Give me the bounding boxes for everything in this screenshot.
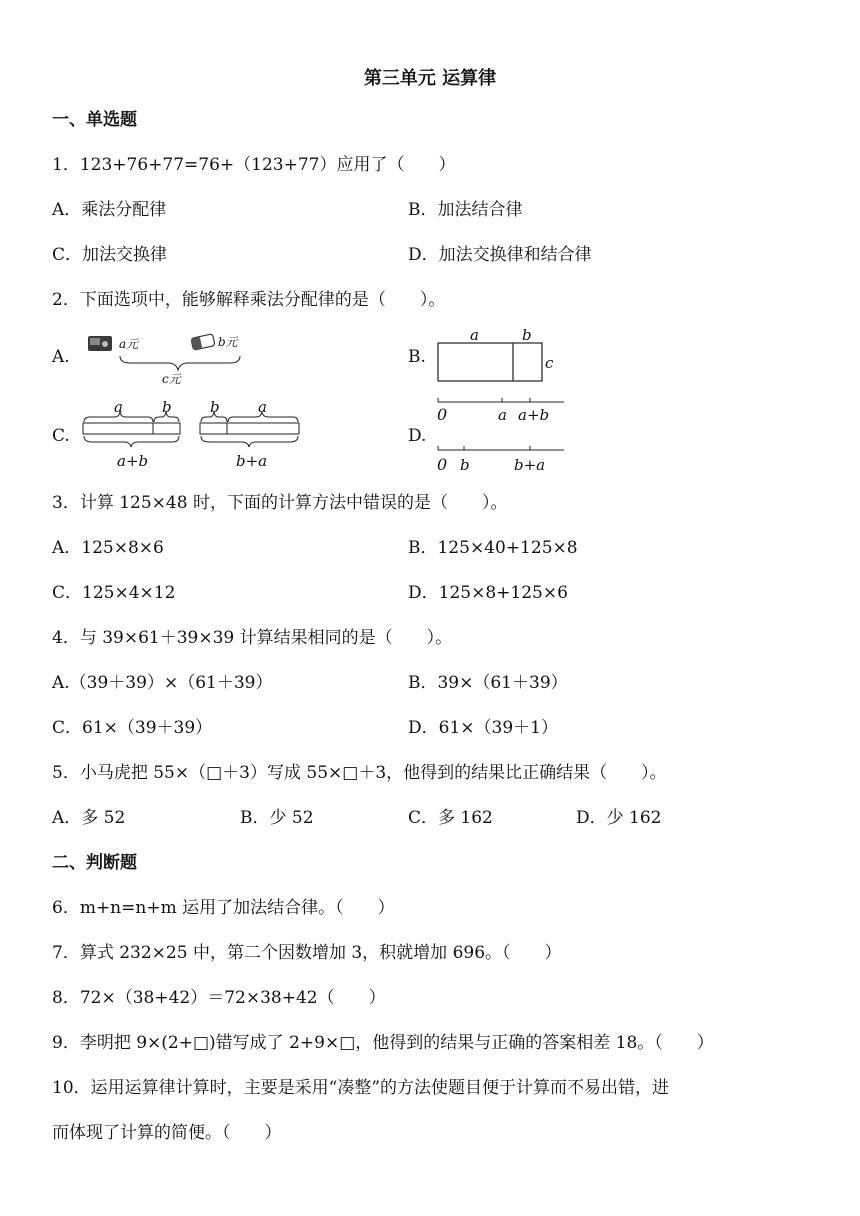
section-judge: 二、判断题 (52, 853, 137, 873)
question-6: 6．m+n=n+m 运用了加法结合律。（ ） (52, 898, 395, 918)
fig-b-label-a: a (470, 326, 479, 344)
section-single-choice: 一、单选题 (52, 110, 137, 130)
fig-c-label-sum1: a+b (117, 452, 149, 470)
question-9: 9．李明把 9×(2+□)错写成了 2+9×□，他得到的结果与正确的答案相差 18。（ ） (52, 1033, 714, 1053)
fig-d1-zero: 0 (437, 405, 448, 424)
question-4-option-a[interactable]: A.（39＋39）×（61＋39） (52, 673, 273, 693)
question-3-option-a[interactable]: A．125×8×6 (52, 538, 164, 558)
fig-d2-ba: b+a (514, 456, 546, 474)
figure-a-items-brace (80, 326, 255, 386)
question-2-option-d-label[interactable]: D. (408, 426, 427, 446)
fig-d1-a: a (498, 406, 507, 424)
question-1-option-a[interactable]: A．乘法分配律 (52, 200, 167, 220)
figure-c-bar-pairs (78, 398, 308, 472)
fig-d2-b: b (460, 456, 470, 474)
question-4-stem: 4．与 39×61＋39×39 计算结果相同的是（ ）。 (52, 628, 453, 648)
fig-d1-ab: a+b (518, 406, 550, 424)
fig-d2-zero: 0 (437, 455, 448, 474)
question-10-line-2: 而体现了计算的简便。（ ） (52, 1123, 282, 1143)
question-4-option-b[interactable]: B．39×（61＋39） (408, 673, 568, 693)
question-1-option-b[interactable]: B．加法结合律 (408, 200, 523, 220)
fig-a-left-price: a元 (119, 337, 139, 351)
fig-a-total-price: c元 (162, 372, 181, 386)
question-1-option-d[interactable]: D．加法交换律和结合律 (408, 245, 592, 265)
fig-a-right-price: b元 (218, 335, 238, 349)
question-4-option-d[interactable]: D．61×（39＋1） (408, 718, 558, 738)
question-5-option-c[interactable]: C．多 162 (408, 808, 493, 828)
fig-c-label-a1: a (114, 398, 123, 416)
question-2-option-a-label[interactable]: A. (52, 347, 70, 367)
question-2-option-b-label[interactable]: B. (408, 347, 426, 367)
fig-c-label-a2: a (258, 398, 267, 416)
question-1-option-c[interactable]: C．加法交换律 (52, 245, 168, 265)
fig-b-label-b: b (522, 326, 532, 344)
figure-d-number-lines (432, 392, 572, 476)
question-3-stem: 3．计算 125×48 时，下面的计算方法中错误的是（ ）。 (52, 493, 508, 513)
question-10-line-1: 10．运用运算律计算时，主要是采用“凑整”的方法使题目便于计算而不易出错，进 (52, 1078, 670, 1098)
fig-c-label-b1: b (162, 398, 172, 416)
pencil-sharpener-icon (88, 336, 112, 351)
fig-c-label-sum2: b+a (236, 452, 268, 470)
fig-b-label-c: c (545, 354, 554, 372)
question-3-option-b[interactable]: B．125×40+125×8 (408, 538, 578, 558)
question-2-stem: 2．下面选项中，能够解释乘法分配律的是（ ）。 (52, 290, 446, 310)
question-2-option-c-label[interactable]: C. (52, 426, 70, 446)
eraser-icon (191, 334, 215, 350)
question-3-option-c[interactable]: C．125×4×12 (52, 583, 176, 603)
question-5-option-a[interactable]: A．多 52 (52, 808, 126, 828)
question-5-stem: 5．小马虎把 55×（□＋3）写成 55×□＋3，他得到的结果比正确结果（ ）。 (52, 763, 667, 783)
fig-c-label-b2: b (210, 398, 220, 416)
page-title: 第三单元 运算律 (363, 68, 497, 89)
question-1-stem: 1．123+76+77=76+（123+77）应用了（ ） (52, 155, 456, 175)
question-8: 8．72×（38+42）＝72×38+42（ ） (52, 988, 386, 1008)
question-3-option-d[interactable]: D．125×8+125×6 (408, 583, 568, 603)
question-4-option-c[interactable]: C．61×（39＋39） (52, 718, 213, 738)
question-5-option-d[interactable]: D．少 162 (576, 808, 662, 828)
question-5-option-b[interactable]: B．少 52 (240, 808, 314, 828)
figure-b-rectangle (432, 326, 562, 388)
question-7: 7．算式 232×25 中，第二个因数增加 3，积就增加 696。（ ） (52, 943, 562, 963)
